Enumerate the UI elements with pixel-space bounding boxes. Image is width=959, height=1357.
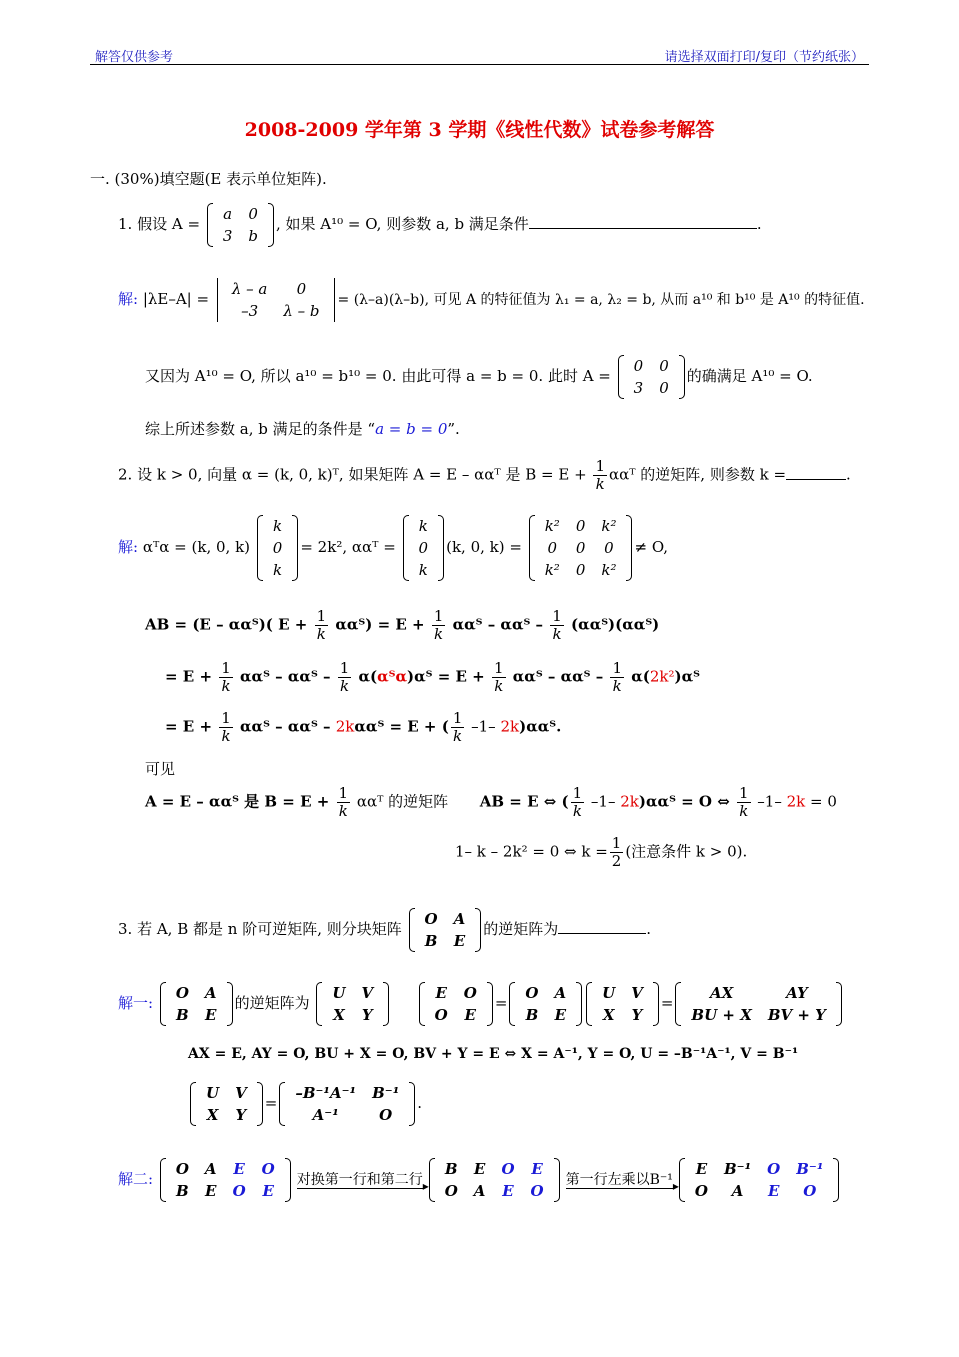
q1-sol-2a: 又因为 A¹⁰ = O, 所以 a¹⁰ = b¹⁰ = 0. 由此可得 a = b = 0. 此时 A = (145, 367, 611, 385)
q3-solution2-line (118, 1158, 841, 1202)
c: E (205, 1006, 217, 1024)
c: A (731, 1182, 744, 1200)
q1-solution-line2 (145, 355, 813, 399)
q2-sol-2a: AB = (E – ααᵀ)( E + (145, 615, 313, 634)
det-21: –3 (241, 302, 259, 320)
q3s2-arrow2 (566, 1172, 673, 1189)
q2-sol-1a: αᵀα = (k, 0, k) (142, 538, 251, 556)
frac-n: 1 (738, 784, 749, 802)
q2-sol-2d: (ααᵀ)(ααᵀ) (565, 615, 660, 634)
q2-answer-blank (786, 479, 846, 480)
q1-line (118, 203, 762, 247)
q2-col-vector (257, 515, 299, 581)
c: E (205, 1182, 217, 1200)
c: A⁻¹ (312, 1106, 339, 1124)
q1-answer: a = b = 0 (375, 420, 448, 438)
q1-sol-lhs: |λE–A| = (142, 290, 210, 308)
c: B (525, 1006, 539, 1024)
c: E (473, 1160, 486, 1178)
c: B⁻¹ (796, 1160, 824, 1178)
q3s1-m3 (419, 982, 493, 1026)
q2-sol-4red: 2k (335, 717, 355, 736)
q2-sol-7a: 1– k – 2k² = 0 ⇔ k = (455, 842, 608, 861)
q2-solution-line7 (455, 835, 747, 870)
q2-sol-4b: ααᵀ – ααᵀ – (234, 717, 336, 736)
c: O (444, 1182, 458, 1200)
bm-22: 0 (575, 539, 586, 557)
c: V (235, 1084, 247, 1102)
c: V (361, 984, 374, 1002)
c: O (434, 1006, 448, 1024)
frac-d: k (338, 802, 348, 820)
q2-sol-4red2: 2k (500, 717, 520, 736)
q3s2-m2 (429, 1158, 560, 1202)
c: O (175, 984, 189, 1002)
q3-sol2-label: 解二: (118, 1170, 154, 1188)
c: Y (235, 1106, 247, 1124)
q1-solution-line1 (118, 278, 865, 322)
c: O (379, 1106, 393, 1124)
bm-32: 0 (575, 561, 586, 579)
c: A (204, 984, 217, 1002)
frac (492, 660, 506, 695)
q1-sol-rest: = (λ–a)(λ–b), 可见 A 的特征值为 λ₁ = a, λ₂ = b, 从而 a¹⁰ 和 b¹⁰ 是 A¹⁰ 的特征值. (337, 292, 865, 308)
frac (550, 608, 564, 643)
q2-sol-6g: = 0 (805, 792, 837, 811)
q3-suffix: 的逆矩阵为 (483, 920, 559, 938)
section1-heading: 一. (30%)填空题(E 表示单位矩阵). (90, 170, 327, 188)
c: AY (786, 984, 808, 1002)
bm-33: k² (601, 561, 617, 579)
q2-half-fraction (610, 835, 624, 870)
q1-end: . (756, 215, 762, 233)
q3s1-m1 (160, 982, 233, 1026)
arrow1-label: 对换第一行和第二行 (296, 1171, 423, 1188)
c: E (554, 1006, 566, 1024)
zm-22: 0 (659, 379, 669, 397)
c: Y (361, 1006, 373, 1024)
col2-1: k (418, 517, 428, 535)
q2-solution-line5: 可见 (145, 760, 176, 778)
q2-sol-6f: –1– (752, 792, 787, 811)
c: B (444, 1160, 458, 1178)
c: O (694, 1182, 708, 1200)
q2-col-vector-2 (403, 515, 445, 581)
q2-solution-line1 (118, 515, 668, 581)
q1-solution-line3 (145, 418, 460, 439)
c: BV + Y (767, 1006, 826, 1024)
eq: = (660, 994, 674, 1012)
frac-d: k (221, 677, 231, 695)
frac-d: k (221, 727, 231, 745)
q2-end: . (846, 465, 851, 484)
q3-prefix: 3. 若 A, B 都是 n 阶可逆矩阵, 则分块矩阵 (118, 920, 402, 938)
frac-d: k (612, 677, 622, 695)
c: B (176, 1006, 189, 1024)
q3-answer-blank (558, 933, 646, 934)
frac (571, 785, 585, 820)
eq: = (264, 1094, 278, 1112)
q1-m-11: a (223, 205, 233, 223)
c: E (767, 1182, 780, 1200)
q3s1-text: 的逆矩阵为 (234, 994, 310, 1012)
q1-m-12: 0 (248, 205, 258, 223)
q2-sol-6b: ααᵀ 的逆矩阵 (352, 792, 449, 811)
q2-line (118, 458, 851, 493)
q1-m-21: 3 (222, 227, 233, 245)
c: U (332, 984, 346, 1002)
q3-solution1-line1 (118, 982, 844, 1026)
q2-big-matrix (529, 515, 633, 581)
arrow2-label: 第一行左乘以B⁻¹ (565, 1171, 673, 1188)
half-n: 1 (611, 834, 622, 852)
c: B⁻¹ (372, 1084, 400, 1102)
header-rule (90, 64, 869, 65)
q1-suffix: , 如果 A¹⁰ = O, 则参数 a, b 满足条件 (275, 215, 529, 233)
q2-solution-line3 (165, 660, 700, 695)
q2-sol-6red2: 2k (786, 792, 806, 811)
q3-end: . (646, 920, 652, 938)
frac-n: 1 (339, 659, 350, 677)
q2-sol-3red2: 2k² (649, 667, 675, 686)
arrow2-line (566, 1188, 673, 1189)
bm-13: k² (601, 517, 617, 535)
frac (337, 785, 351, 820)
col-1: k (273, 517, 283, 535)
c: X (602, 1006, 615, 1024)
q1-prefix: 1. 假设 A = (118, 215, 201, 233)
zm-21: 3 (633, 379, 644, 397)
q1-matrix (207, 203, 274, 247)
q2-sol-3f: α( (625, 667, 650, 686)
q3s1-m6 (675, 982, 841, 1026)
c: E (502, 1182, 514, 1200)
c: O (175, 1160, 189, 1178)
frac-d: k (552, 625, 562, 643)
bm-31: k² (544, 561, 560, 579)
c: O (501, 1160, 515, 1178)
c: AX (709, 984, 734, 1002)
q2-sol-6red: 2k (620, 792, 639, 811)
bm-23: 0 (604, 539, 614, 557)
page-title: 2008-2009 学年第 3 学期《线性代数》试卷参考解答 (244, 119, 715, 141)
q2-solution-line2 (145, 608, 659, 643)
c: O (767, 1160, 781, 1178)
q2-sol-1b: = 2k², ααᵀ = (300, 538, 396, 556)
q2-sol-6a: A = E – ααᵀ 是 B = E + (145, 792, 335, 811)
q1-sol-3a: 综上所述参数 a, b 满足的条件是 “ (145, 420, 376, 438)
q3m-21: B (424, 932, 438, 950)
c: O (530, 1182, 544, 1200)
q2-sol-4a: = E + (165, 717, 218, 736)
c: O (803, 1182, 817, 1200)
det-11: λ – a (231, 280, 268, 298)
q2-solution-line4 (165, 710, 561, 745)
q2-sol-label: 解: (118, 538, 139, 556)
frac-n: 1 (316, 607, 327, 625)
q3-matrix (409, 908, 482, 952)
q1-m-22: b (248, 227, 258, 245)
arrow1-line (297, 1188, 423, 1189)
q2-sol-1d: ≠ O, (634, 538, 669, 556)
q3m-11: O (424, 910, 438, 928)
q1-sol-label: 解: (118, 290, 139, 308)
q3-solution1-line2: AX = E, AY = O, BU + X = O, BV + Y = E ⇔ X = A⁻¹, Y = O, U = –B⁻¹A⁻¹, V = B⁻¹ (188, 1046, 799, 1062)
det-12: 0 (296, 280, 307, 298)
frac (219, 660, 233, 695)
q2-sol-7b: (注意条件 k > 0). (625, 842, 748, 861)
frac-d: k (339, 677, 350, 695)
frac-d: k (434, 625, 444, 643)
frac-n: 1 (493, 659, 504, 677)
c: E (435, 984, 447, 1002)
c: U (602, 984, 616, 1002)
col-2: 0 (272, 539, 283, 557)
eq: = (494, 994, 508, 1012)
zm-12: 0 (659, 357, 669, 375)
c: X (333, 1006, 345, 1024)
frac (315, 608, 329, 643)
frac (219, 710, 233, 745)
c: –B⁻¹A⁻¹ (295, 1084, 357, 1102)
bm-21: 0 (547, 539, 558, 557)
col-3: k (273, 561, 283, 579)
frac-n: 1 (338, 784, 349, 802)
q3-solution1-line3 (188, 1082, 422, 1126)
c: Y (631, 1006, 643, 1024)
q3s1-m5 (586, 982, 659, 1026)
q2-fraction (593, 458, 607, 493)
frac-n: 1 (452, 709, 463, 727)
c: U (206, 1084, 220, 1102)
q3-sol1-label: 解一: (118, 994, 154, 1012)
q1-sol-3b: ”. (447, 420, 460, 438)
q3m-12: A (453, 910, 466, 928)
frac (451, 710, 465, 745)
q2-sol-4d: –1– (466, 717, 501, 736)
c: O (463, 984, 477, 1002)
frac-d: k (494, 677, 504, 695)
q2-solution-line6 (145, 785, 837, 820)
c: X (206, 1106, 219, 1124)
header-left: 解答仅供参考 (95, 50, 174, 65)
half-d: 2 (611, 852, 622, 870)
frac-n: 1 (221, 709, 231, 727)
q3s2-arrow1 (297, 1172, 423, 1189)
c: BU + X (691, 1006, 752, 1024)
frac-d: k (572, 802, 582, 820)
q3s1-m4 (509, 982, 582, 1026)
c: A (473, 1182, 486, 1200)
frac-n: 1 (572, 784, 583, 802)
q2-sol-3g: )αᵀ (674, 667, 700, 686)
q2-sol-2c: ααᵀ – ααᵀ – (447, 615, 549, 634)
header-right: 请选择双面打印/复印（节约纸张） (664, 50, 864, 65)
q2-sol-3c: α( (353, 667, 378, 686)
q1-zero-matrix (618, 355, 685, 399)
c: V (631, 984, 643, 1002)
frac (432, 608, 446, 643)
frac-n: 1 (221, 659, 231, 677)
q2-sol-3d: )αᵀ = E + (407, 667, 490, 686)
q3s1-m7 (190, 1082, 263, 1126)
c: B⁻¹ (723, 1160, 752, 1178)
q1-determinant (217, 278, 335, 322)
c: O (261, 1160, 275, 1178)
frac-d: k (453, 727, 463, 745)
frac (610, 660, 624, 695)
q3s1-m8 (279, 1082, 415, 1126)
q3s2-m1 (160, 1158, 291, 1202)
c: E (262, 1182, 274, 1200)
q2-sol-6e: )ααᵀ = O ⇔ (638, 792, 735, 811)
c: A (554, 984, 567, 1002)
zm-11: 0 (633, 357, 644, 375)
q2-sol-1c: (k, 0, k) = (446, 538, 522, 556)
bm-12: 0 (575, 517, 586, 535)
frac-n: 1 (612, 659, 622, 677)
q1-answer-blank (529, 228, 757, 229)
q2-sol-3a: = E + (165, 667, 218, 686)
end: . (417, 1094, 423, 1112)
c: E (531, 1160, 543, 1178)
c: B (176, 1182, 189, 1200)
q3-line (118, 908, 651, 952)
bm-11: k² (544, 517, 560, 535)
c: O (525, 984, 539, 1002)
q2-prefix: 2. 设 k > 0, 向量 α = (k, 0, k)ᵀ, 如果矩阵 A = E – ααᵀ 是 B = E + (118, 465, 587, 484)
frac-n: 1 (433, 607, 444, 625)
q3m-22: E (453, 932, 466, 950)
frac-d: k (739, 802, 749, 820)
q2-sol-3e: ααᵀ – ααᵀ – (507, 667, 609, 686)
frac-d: k (316, 625, 326, 643)
col2-3: k (418, 561, 428, 579)
q2-frac-den: k (595, 475, 605, 493)
q2-sol-6d: –1– (586, 792, 621, 811)
q2-sol-6c: AB = E ⇔ ( (479, 792, 569, 811)
c: E (464, 1006, 476, 1024)
q2-sol-4e: )ααᵀ. (519, 717, 562, 736)
c: E (233, 1160, 245, 1178)
q3s2-m3 (679, 1158, 840, 1202)
frac (737, 785, 751, 820)
frac-n: 1 (552, 607, 562, 625)
frac (338, 660, 352, 695)
q2-sol-2b: ααᵀ) = E + (330, 615, 430, 634)
c: O (232, 1182, 246, 1200)
q2-suffix: ααᵀ 的逆矩阵, 则参数 k = (608, 465, 787, 484)
q2-sol-3red: αᵀα (377, 667, 408, 686)
c: E (695, 1160, 708, 1178)
c: A (204, 1160, 217, 1178)
q2-frac-num: 1 (595, 457, 605, 475)
col2-2: 0 (418, 539, 429, 557)
q2-sol-3b: ααᵀ – ααᵀ – (234, 667, 336, 686)
q1-sol-2b: 的确满足 A¹⁰ = O. (686, 367, 813, 385)
q3s1-m2 (316, 982, 389, 1026)
det-22: λ – b (283, 302, 320, 320)
q2-sol-4c: ααᵀ = E + ( (354, 717, 449, 736)
